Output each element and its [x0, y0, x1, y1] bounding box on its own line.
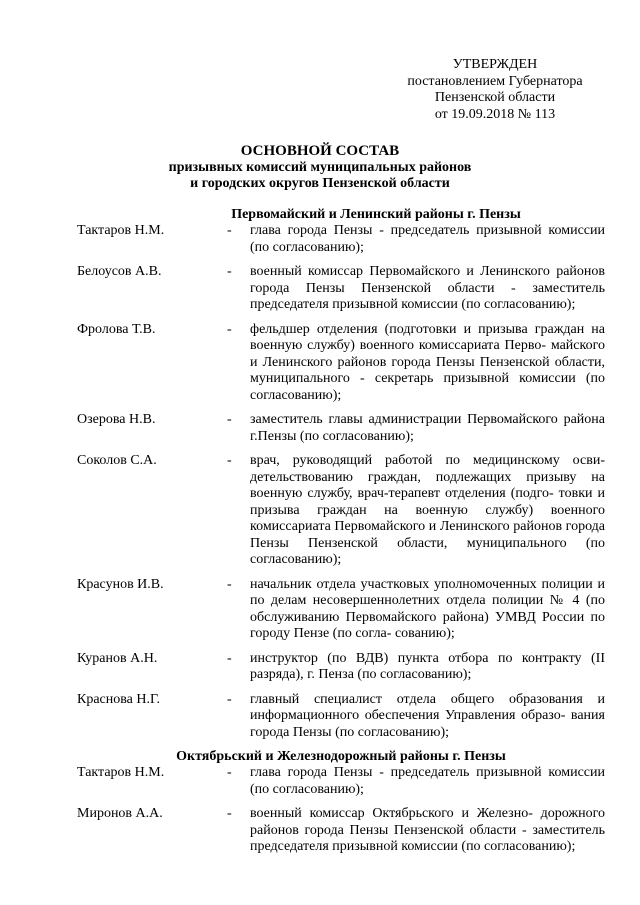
member-role-line: заместитель главы администрации Первомайского [250, 412, 558, 427]
member-role-line: (по согласованию); [461, 297, 576, 312]
member-role-line: главный специалист отдела общего образования и [250, 691, 605, 707]
member-name: Озерова Н.В. [77, 412, 156, 427]
member-role-line: начальник отдела участковых уполномоченных [250, 576, 537, 592]
member-name: Тактаров Н.М. [77, 223, 165, 238]
member-role [250, 412, 605, 445]
approval-line: Пензенской области [434, 90, 556, 105]
member-role-line: заместитель председателя призывной комиссии [250, 822, 606, 854]
member-role-line: глава города Пензы - председатель призывной [250, 223, 542, 238]
member-role [250, 264, 605, 314]
member-name: Краснова Н.Г. [77, 691, 161, 707]
member-name: Фролова Т.В. [77, 321, 156, 337]
member-entry [77, 223, 605, 256]
member-entry [77, 692, 605, 742]
member-role-line: дорожного районов города Пензы Пензенской области - [250, 806, 605, 838]
member-role-line: военного комиссариата Первомайского и Ленинского [250, 502, 605, 534]
member-role-line: военный комиссар Первомайского и Ленинского [250, 264, 550, 279]
member-role [250, 223, 605, 256]
member-entry [77, 577, 605, 643]
member-role-line: майского и Ленинского районов города Пензы [250, 338, 605, 370]
member-role-line: глава города Пензы - председатель призывной [250, 765, 542, 780]
member-role [250, 322, 605, 405]
member-role-line: информационного обеспечения Управления образо- [250, 708, 566, 723]
member-role-line: сованию); [394, 626, 455, 641]
member-role-line: инструктор (по ВДВ) пункта отбора по контракту [250, 650, 582, 666]
approval-line: от 19.09.2018 № 113 [434, 106, 556, 122]
approval-line: постановлением Губернатора [407, 73, 583, 89]
member-name: Соколов С.А. [77, 453, 157, 468]
member-dash: - [227, 453, 232, 468]
member-role [250, 651, 605, 684]
member-role-line: районов города Пензы Пензенской области - [250, 264, 605, 296]
member-role-line: товки и призыва граждан на военную службу) [250, 486, 605, 518]
member-dash: - [227, 691, 232, 707]
title-line: призывных комиссий муниципальных районов [168, 159, 472, 175]
member-role-line: призывной комиссии (по согласованию); [250, 371, 606, 403]
member-role-line: Пензенской области, муниципального - секретарь [250, 354, 606, 386]
member-role [250, 453, 605, 569]
member-name: Красунов И.В. [77, 576, 164, 592]
member-role [250, 806, 605, 856]
member-role-line: района) УМВД России по городу Пензе (по согла- [250, 609, 605, 641]
member-entry [77, 264, 605, 314]
member-role-line: районов города Пензы Пензенской области, [250, 519, 606, 551]
title-main: ОСНОВНОЙ СОСТАВ [240, 143, 400, 159]
member-name: Миронов А.А. [77, 806, 163, 821]
member-role [250, 765, 605, 798]
member-list [77, 207, 605, 864]
member-role-line: заместитель председателя призывной комиссии [250, 280, 606, 312]
section-heading: Первомайский и Ленинский районы г. Пензы [231, 207, 521, 222]
member-role [250, 577, 605, 643]
member-role-line: комиссии (по согласованию); [250, 223, 606, 255]
section-heading: Октябрьский и Железнодорожный районы г. Пензы [176, 749, 506, 764]
member-dash: - [227, 765, 232, 780]
member-role-line: на военную службу) военного комиссариата Перво- [250, 321, 605, 353]
member-role-line: полиции № 4 (по обслуживанию Первомайского [250, 593, 606, 625]
member-entry [77, 765, 605, 798]
member-role-line: (II разряда), г. Пенза (по согласованию); [250, 650, 605, 682]
member-role-line: (по согласованию); [461, 839, 576, 854]
member-role-line: вания города Пензы (по согласованию); [250, 708, 605, 740]
member-entry [77, 412, 605, 445]
member-name: Белоусов А.В. [77, 264, 162, 279]
member-dash: - [227, 576, 232, 592]
member-dash: - [227, 321, 232, 337]
member-role [250, 692, 605, 742]
member-entry [77, 651, 605, 684]
member-dash: - [227, 650, 232, 666]
document-title [0, 143, 640, 193]
member-role-line: врач, руководящий работой по медицинскому осви- [250, 453, 605, 468]
member-role-line: военный комиссар Октябрьского и Железно- [250, 806, 533, 821]
approval-line: УТВЕРЖДЕН [452, 57, 538, 72]
member-dash: - [227, 223, 232, 238]
member-role-line: фельдшер отделения (подготовки и призыва граждан [250, 321, 585, 337]
member-role-line: района г.Пензы (по согласованию); [250, 412, 605, 444]
member-dash: - [227, 412, 232, 427]
approval-stamp [395, 57, 595, 123]
member-name: Тактаров Н.М. [77, 765, 165, 780]
member-name: Куранов А.Н. [77, 650, 158, 666]
member-role-line: полиции и по делам несовершеннолетних отдела [250, 576, 605, 608]
member-role-line: детельствованию граждан, подлежащих призыву на [250, 469, 605, 485]
member-role-line: муниципального (по согласованию); [250, 535, 606, 567]
member-role-line: военную службу, врач-терапевт отделения (подго- [250, 486, 554, 501]
title-line: и городских округов Пензенской области [190, 176, 450, 191]
member-entry [77, 322, 605, 405]
member-dash: - [227, 264, 232, 279]
member-entry [77, 806, 605, 856]
member-role-line: комиссии (по согласованию); [250, 765, 606, 797]
member-entry [77, 453, 605, 569]
member-dash: - [227, 806, 232, 821]
